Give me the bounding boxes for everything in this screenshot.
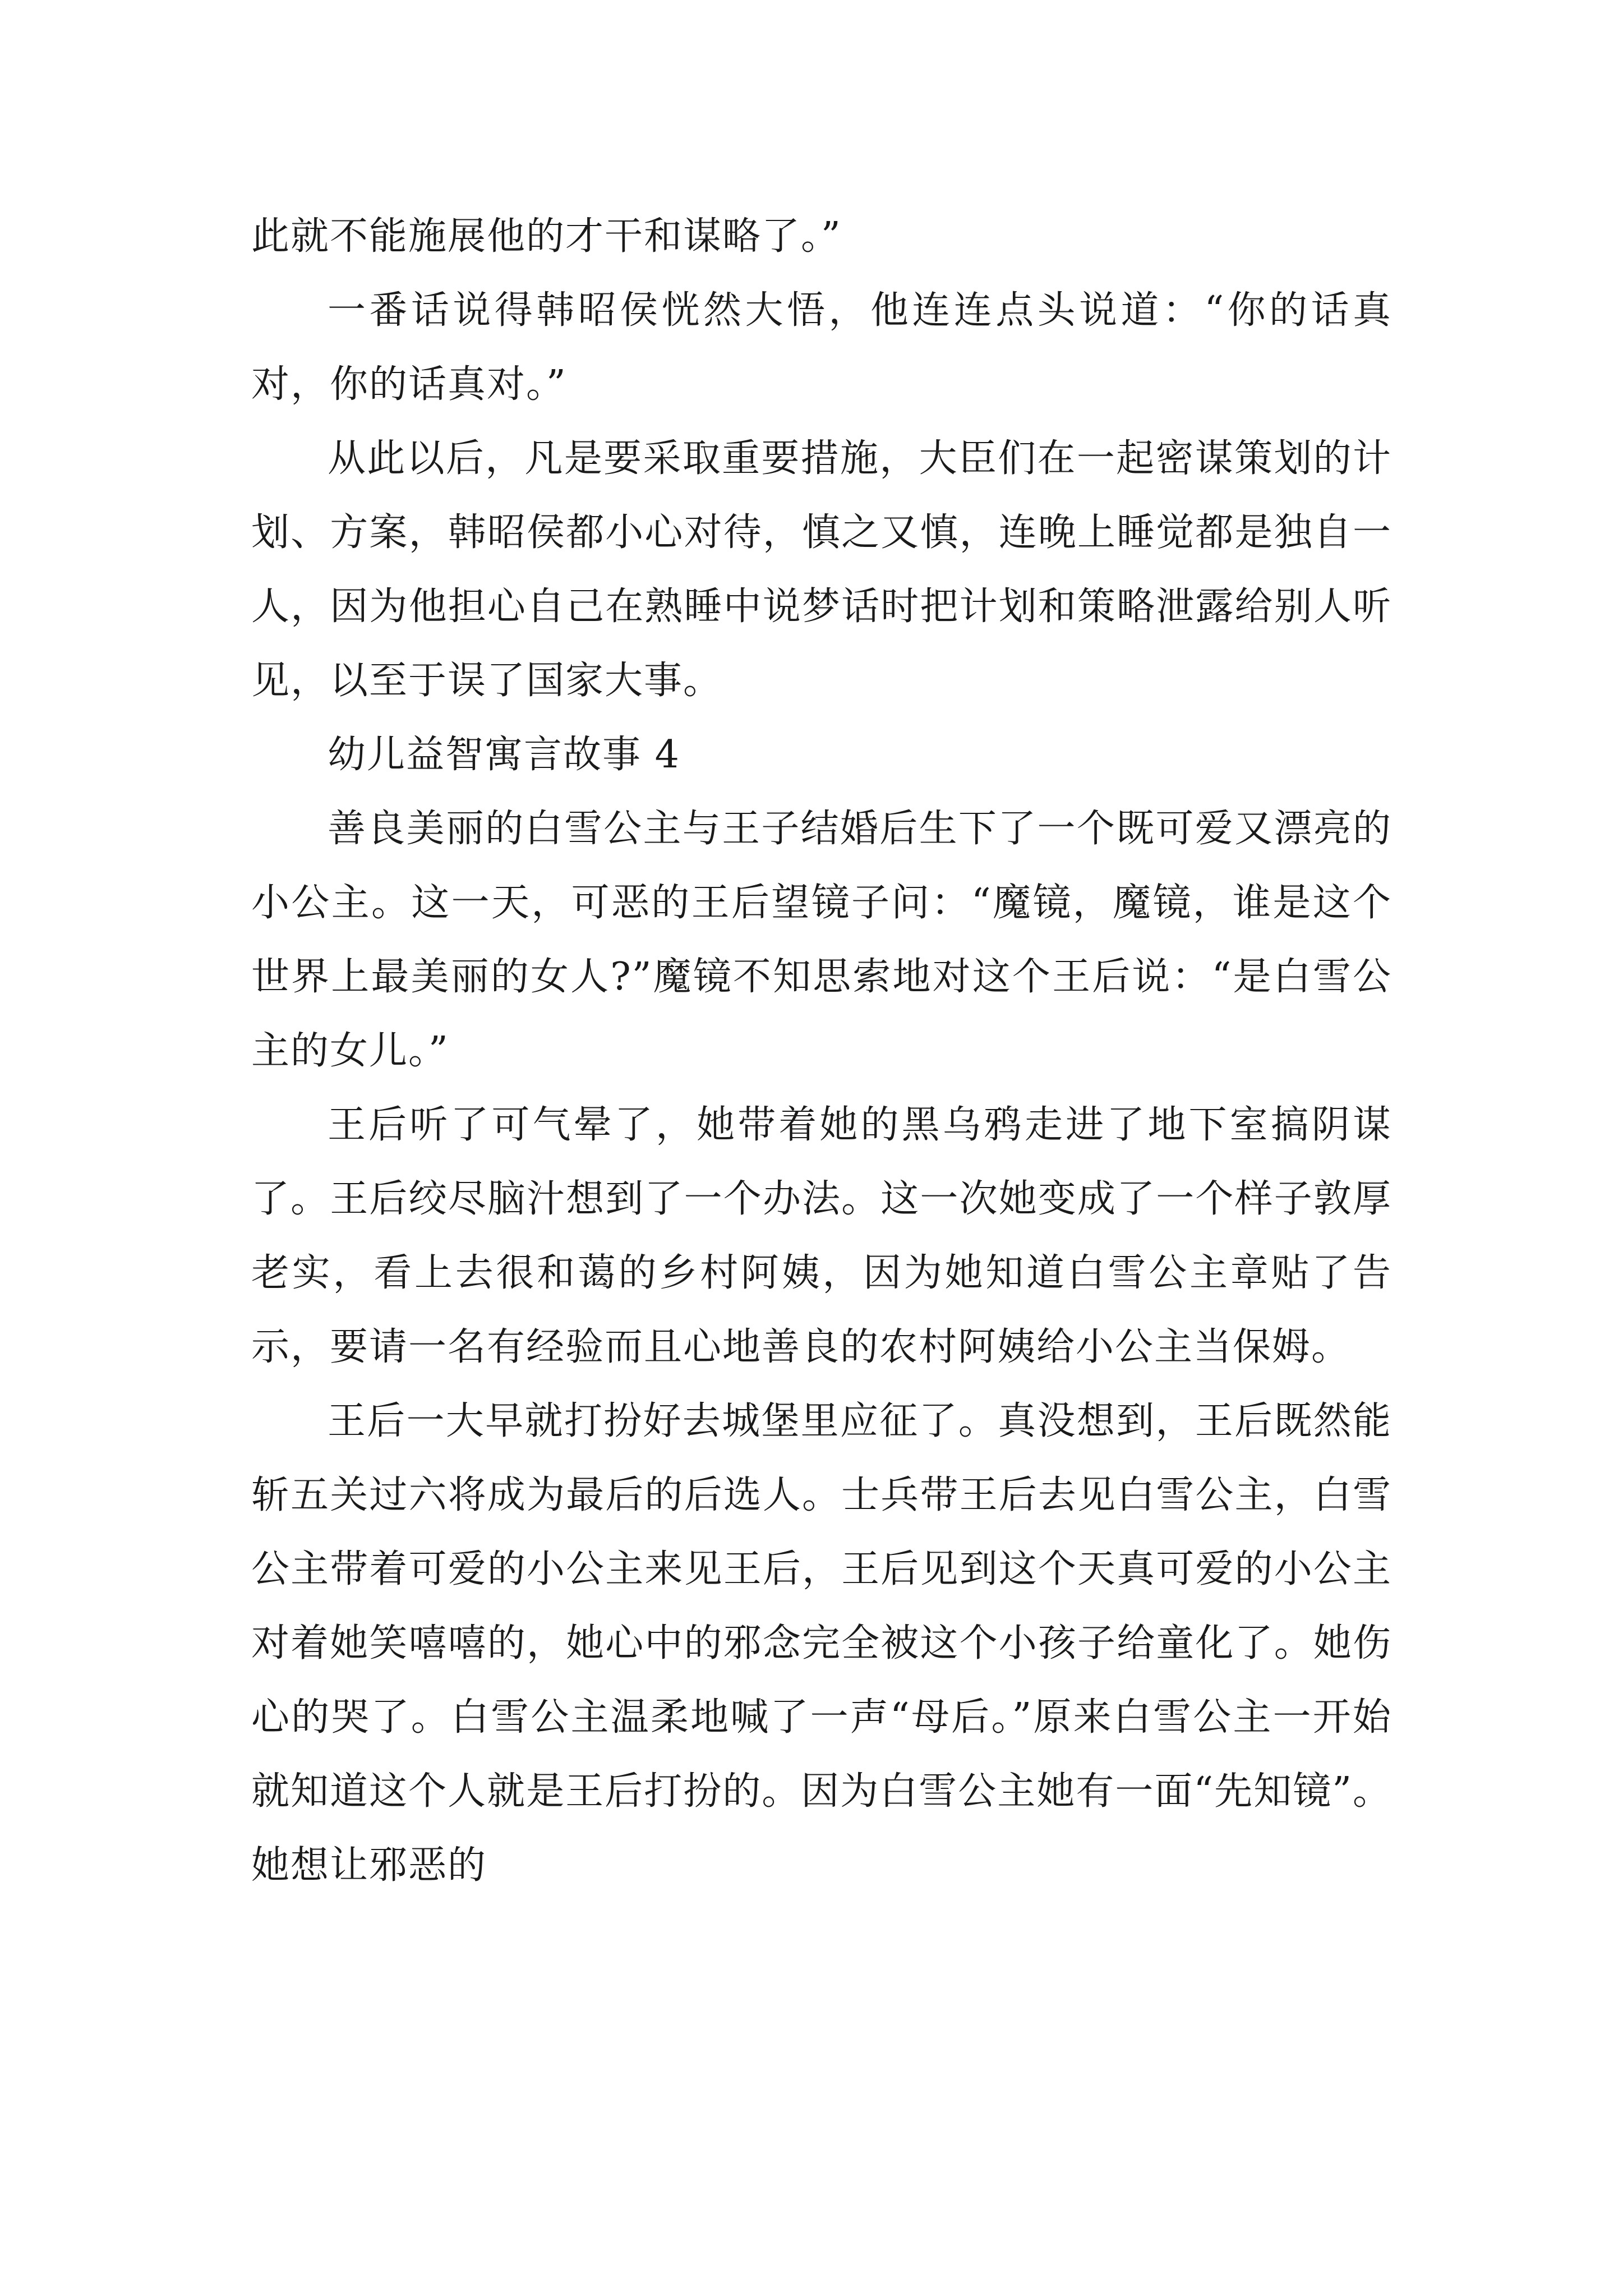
paragraph-3: 从此以后，凡是要采取重要措施，大臣们在一起密谋策划的计划、方案，韩昭侯都小心对待，慎之又慎，连晚上睡觉都是独自一人，因为他担心自己在熟睡中说梦话时把计划和策略泄露给别人听见，以至于误了国家大事。	[251, 436, 1392, 703]
story-heading: 幼儿益智寓言故事 4	[328, 733, 680, 777]
paragraph-5: 王后听了可气晕了，她带着她的黑乌鸦走进了地下室搞阴谋了。王后绞尽脑汁想到了一个办法。这一次她变成了一个样子敦厚老实，看上去很和蔼的乡村阿姨，因为她知道白雪公主章贴了告示，要请一名有经验而且心地善良的农村阿姨给小公主当保姆。	[251, 1103, 1392, 1369]
paragraph-1: 此就不能施展他的才干和谋略了。”	[251, 214, 842, 259]
paragraph-4: 善良美丽的白雪公主与王子结婚后生下了一个既可爱又漂亮的小公主。这一天，可恶的王后望镜子问：“魔镜，魔镜，谁是这个世界上最美丽的女人?”魔镜不知思索地对这个王后说：“是白雪公主的女儿。”	[251, 807, 1392, 1073]
paragraph-2: 一番话说得韩昭侯恍然大悟，他连连点头说道：“你的话真对，你的话真对。”	[251, 288, 1392, 407]
paragraph-6: 王后一大早就打扮好去城堡里应征了。真没想到，王后既然能斩五关过六将成为最后的后选人。士兵带王后去见白雪公主，白雪公主带着可爱的小公主来见王后，王后见到这个天真可爱的小公主对着她笑嘻嘻的，她心中的邪念完全被这个小孩子给童化了。她伤心的哭了。白雪公主温柔地喊了一声“母后。”原来白雪公主一开始就知道这个人就是王后打扮的。因为白雪公主她有一面“先知镜”。她想让邪恶的	[251, 1399, 1392, 1888]
document-body	[251, 200, 1392, 1903]
